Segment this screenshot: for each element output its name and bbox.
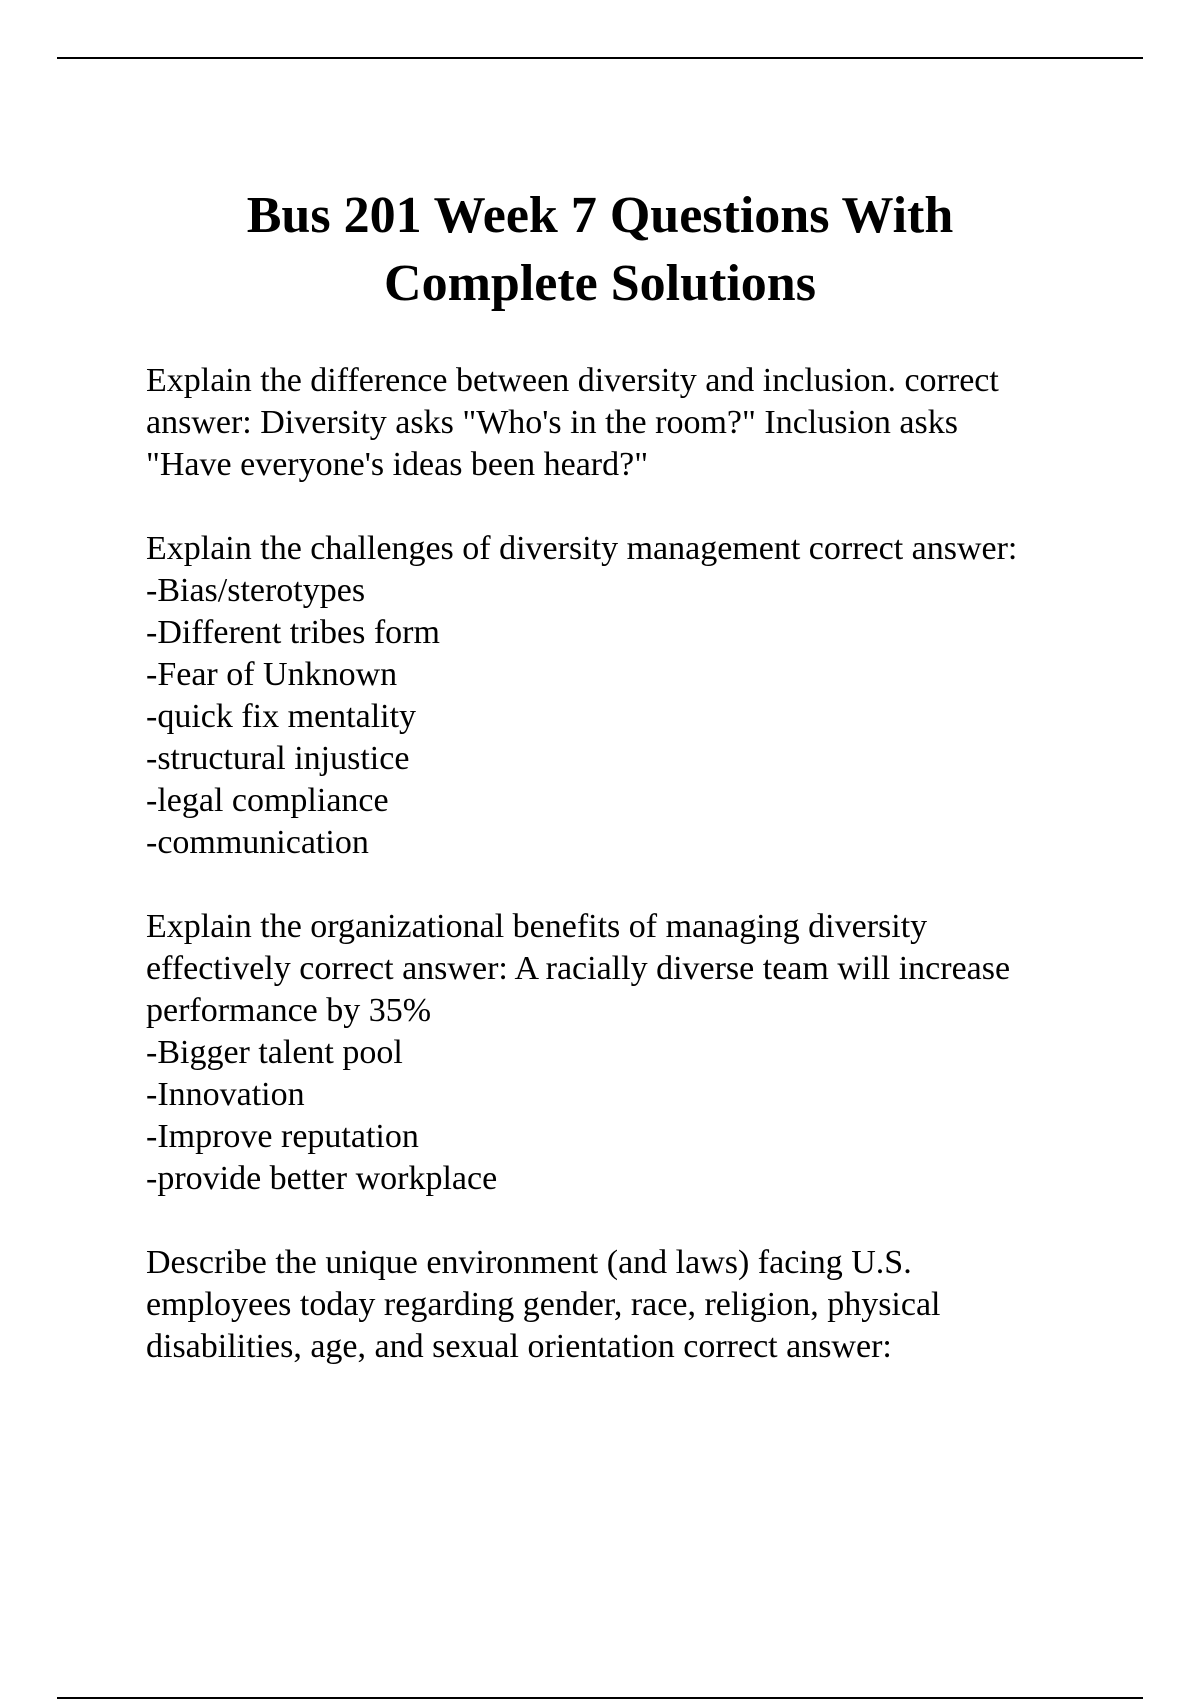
list-item: -Bias/sterotypes [146,572,366,609]
list-item: -Bigger talent pool [146,1034,403,1071]
list-item: -communication [146,824,369,861]
text-line: performance by 35% [146,992,432,1029]
list-item: -provide better workplace [146,1160,498,1197]
document-body [146,360,1146,1410]
list-item: -Different tribes form [146,614,440,651]
text-line: effectively correct answer: A racially diverse team will increase [146,950,1011,987]
list-item: -Fear of Unknown [146,656,398,693]
text-line: disabilities, age, and sexual orientation correct answer: [146,1328,892,1365]
page-title [100,182,1100,318]
qa-section-diversity-inclusion [146,360,1146,486]
title-line: Complete Solutions [384,255,816,312]
text-line: Describe the unique environment (and laws) facing U.S. [146,1244,912,1281]
qa-section-benefits [146,906,1146,1200]
text-line: "Have everyone's ideas been heard?" [146,446,649,483]
text-line: Explain the organizational benefits of managing diversity [146,908,928,945]
list-item: -structural injustice [146,740,410,777]
text-line: employees today regarding gender, race, religion, physical [146,1286,941,1323]
qa-section-environment-laws [146,1242,1146,1368]
list-item: -legal compliance [146,782,389,819]
text-line: Explain the difference between diversity and inclusion. correct [146,362,999,399]
title-line: Bus 201 Week 7 Questions With [246,187,954,244]
qa-section-challenges [146,528,1146,864]
header-rule [57,57,1143,59]
list-item: -Innovation [146,1076,305,1113]
list-item: -Improve reputation [146,1118,419,1155]
text-line: answer: Diversity asks "Who's in the room?" Inclusion asks [146,404,958,441]
list-item: -quick fix mentality [146,698,417,735]
text-line: Explain the challenges of diversity management correct answer: [146,530,1018,567]
footer-rule [57,1697,1143,1699]
